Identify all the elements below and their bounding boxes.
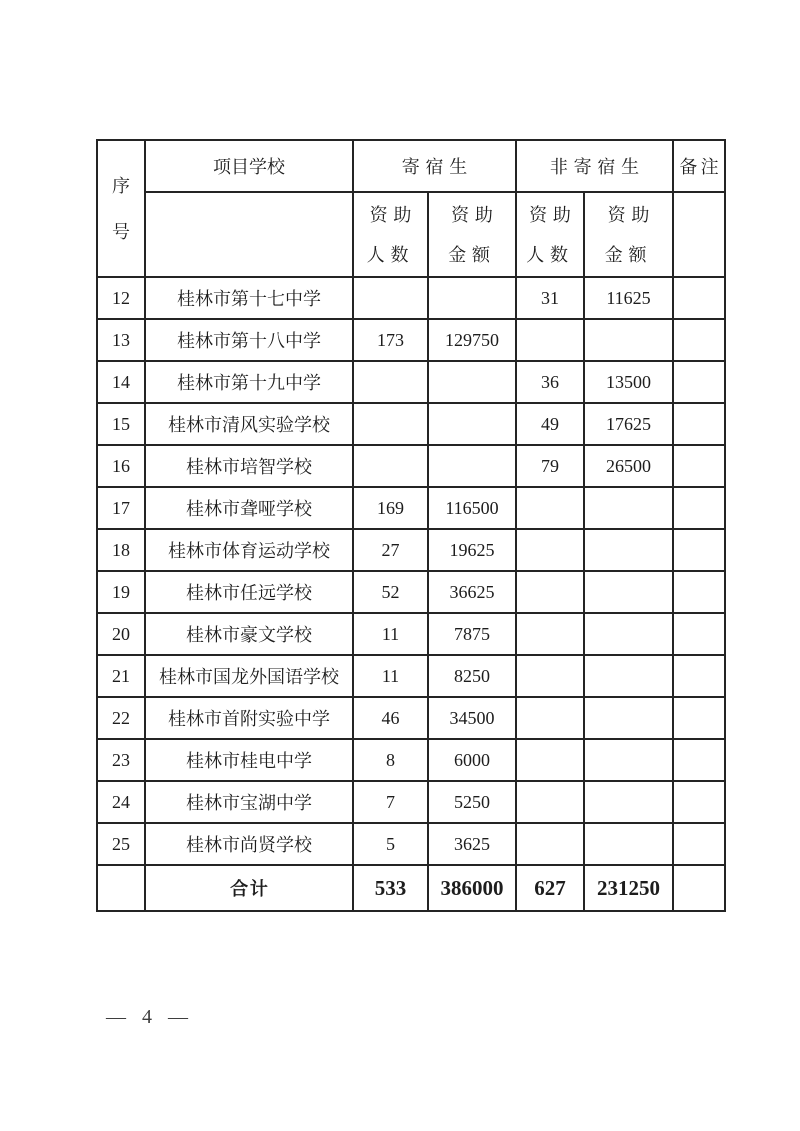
header-school: 项目学校: [145, 140, 353, 192]
page-number: — 4 —: [106, 1006, 190, 1028]
boarding-count-cell: 46: [353, 697, 428, 739]
nonboarding-count-cell: [516, 697, 584, 739]
remark-cell: [673, 739, 725, 781]
boarding-count-cell: 27: [353, 529, 428, 571]
header-boarding-amount-label: 资助金额: [448, 204, 499, 265]
school-name-cell: 桂林市培智学校: [145, 445, 353, 487]
boarding-amount-cell: [428, 277, 516, 319]
boarding-amount-cell: 19625: [428, 529, 516, 571]
table-row: [97, 571, 725, 613]
table-row: [97, 529, 725, 571]
seq-cell: 18: [97, 529, 145, 571]
remark-cell: [673, 361, 725, 403]
total-seq-cell: [97, 865, 145, 911]
table-row: [97, 655, 725, 697]
boarding-count-cell: 11: [353, 613, 428, 655]
boarding-amount-cell: [428, 403, 516, 445]
boarding-count-cell: [353, 361, 428, 403]
boarding-count-cell: 169: [353, 487, 428, 529]
boarding-amount-cell: 129750: [428, 319, 516, 361]
boarding-count-cell: 8: [353, 739, 428, 781]
boarding-count-cell: [353, 277, 428, 319]
school-name-cell: 桂林市清风实验学校: [145, 403, 353, 445]
nonboarding-amount-cell: [584, 739, 673, 781]
total-nonboarding-amount-cell: 231250: [584, 865, 673, 911]
seq-cell: 25: [97, 823, 145, 865]
nonboarding-amount-cell: [584, 319, 673, 361]
table-row: [97, 739, 725, 781]
remark-cell: [673, 445, 725, 487]
school-name-cell: 桂林市任远学校: [145, 571, 353, 613]
nonboarding-amount-cell: 11625: [584, 277, 673, 319]
header-remark: 备注: [673, 140, 725, 192]
remark-cell: [673, 403, 725, 445]
nonboarding-count-cell: 49: [516, 403, 584, 445]
boarding-amount-cell: 34500: [428, 697, 516, 739]
total-boarding-amount-cell: 386000: [428, 865, 516, 911]
nonboarding-amount-cell: 17625: [584, 403, 673, 445]
nonboarding-count-cell: [516, 781, 584, 823]
header-row-2: [97, 192, 725, 277]
seq-cell: 16: [97, 445, 145, 487]
nonboarding-amount-cell: [584, 529, 673, 571]
header-remark-sub-empty: [673, 192, 725, 277]
header-row-1: [97, 140, 725, 192]
header-school-sub-empty: [145, 192, 353, 277]
remark-cell: [673, 613, 725, 655]
total-label-cell: 合计: [145, 865, 353, 911]
remark-cell: [673, 781, 725, 823]
boarding-count-cell: 11: [353, 655, 428, 697]
nonboarding-count-cell: [516, 571, 584, 613]
header-boarding-group: 寄宿生: [353, 140, 516, 192]
school-name-cell: 桂林市第十九中学: [145, 361, 353, 403]
school-name-cell: 桂林市第十七中学: [145, 277, 353, 319]
boarding-amount-cell: 6000: [428, 739, 516, 781]
nonboarding-count-cell: [516, 487, 584, 529]
seq-cell: 22: [97, 697, 145, 739]
boarding-amount-cell: [428, 445, 516, 487]
nonboarding-count-cell: [516, 319, 584, 361]
nonboarding-amount-cell: 13500: [584, 361, 673, 403]
boarding-count-cell: 7: [353, 781, 428, 823]
seq-cell: 12: [97, 277, 145, 319]
header-seq-label: 序号: [112, 175, 130, 242]
nonboarding-count-cell: [516, 613, 584, 655]
total-boarding-count-cell: 533: [353, 865, 428, 911]
nonboarding-count-cell: 79: [516, 445, 584, 487]
nonboarding-count-cell: [516, 739, 584, 781]
school-name-cell: 桂林市体育运动学校: [145, 529, 353, 571]
nonboarding-amount-cell: [584, 571, 673, 613]
header-nonboarding-count-label: 资助人数: [526, 204, 577, 265]
header-nonboarding-amount-label: 资助金额: [604, 204, 656, 265]
total-remark-cell: [673, 865, 725, 911]
table-row: [97, 487, 725, 529]
boarding-amount-cell: 5250: [428, 781, 516, 823]
boarding-count-cell: 173: [353, 319, 428, 361]
nonboarding-amount-cell: [584, 781, 673, 823]
seq-cell: 24: [97, 781, 145, 823]
remark-cell: [673, 655, 725, 697]
remark-cell: [673, 487, 725, 529]
table-row: [97, 613, 725, 655]
school-name-cell: 桂林市国龙外国语学校: [145, 655, 353, 697]
header-boarding-amount: [428, 192, 516, 277]
table-row: [97, 697, 725, 739]
boarding-amount-cell: 7875: [428, 613, 516, 655]
nonboarding-amount-cell: [584, 697, 673, 739]
remark-cell: [673, 697, 725, 739]
table-row: [97, 277, 725, 319]
table-row: [97, 361, 725, 403]
nonboarding-count-cell: [516, 529, 584, 571]
remark-cell: [673, 319, 725, 361]
boarding-count-cell: 52: [353, 571, 428, 613]
table-body: [97, 277, 725, 911]
seq-cell: 14: [97, 361, 145, 403]
seq-cell: 17: [97, 487, 145, 529]
table-row: [97, 403, 725, 445]
nonboarding-amount-cell: 26500: [584, 445, 673, 487]
header-boarding-count: [353, 192, 428, 277]
boarding-amount-cell: 8250: [428, 655, 516, 697]
table-header: [97, 140, 725, 277]
boarding-amount-cell: 116500: [428, 487, 516, 529]
boarding-amount-cell: [428, 361, 516, 403]
school-name-cell: 桂林市桂电中学: [145, 739, 353, 781]
nonboarding-amount-cell: [584, 487, 673, 529]
boarding-amount-cell: 3625: [428, 823, 516, 865]
boarding-count-cell: [353, 445, 428, 487]
nonboarding-count-cell: 36: [516, 361, 584, 403]
school-name-cell: 桂林市尚贤学校: [145, 823, 353, 865]
school-name-cell: 桂林市首附实验中学: [145, 697, 353, 739]
header-nonboarding-group: 非寄宿生: [516, 140, 673, 192]
table-row: [97, 781, 725, 823]
remark-cell: [673, 571, 725, 613]
school-name-cell: 桂林市豪文学校: [145, 613, 353, 655]
remark-cell: [673, 277, 725, 319]
boarding-amount-cell: 36625: [428, 571, 516, 613]
table-row: [97, 823, 725, 865]
nonboarding-count-cell: [516, 655, 584, 697]
subsidy-table: [96, 139, 726, 912]
seq-cell: 21: [97, 655, 145, 697]
seq-cell: 13: [97, 319, 145, 361]
header-nonboarding-count: [516, 192, 584, 277]
header-boarding-count-label: 资助人数: [366, 204, 418, 265]
total-row: [97, 865, 725, 911]
seq-cell: 15: [97, 403, 145, 445]
nonboarding-amount-cell: [584, 613, 673, 655]
nonboarding-count-cell: 31: [516, 277, 584, 319]
seq-cell: 23: [97, 739, 145, 781]
nonboarding-amount-cell: [584, 823, 673, 865]
boarding-count-cell: [353, 403, 428, 445]
header-seq: [97, 140, 145, 277]
remark-cell: [673, 529, 725, 571]
table-row: [97, 445, 725, 487]
boarding-count-cell: 5: [353, 823, 428, 865]
header-nonboarding-amount: [584, 192, 673, 277]
school-name-cell: 桂林市聋哑学校: [145, 487, 353, 529]
total-nonboarding-count-cell: 627: [516, 865, 584, 911]
table-row: [97, 319, 725, 361]
seq-cell: 20: [97, 613, 145, 655]
seq-cell: 19: [97, 571, 145, 613]
school-name-cell: 桂林市宝湖中学: [145, 781, 353, 823]
remark-cell: [673, 823, 725, 865]
nonboarding-count-cell: [516, 823, 584, 865]
nonboarding-amount-cell: [584, 655, 673, 697]
school-name-cell: 桂林市第十八中学: [145, 319, 353, 361]
